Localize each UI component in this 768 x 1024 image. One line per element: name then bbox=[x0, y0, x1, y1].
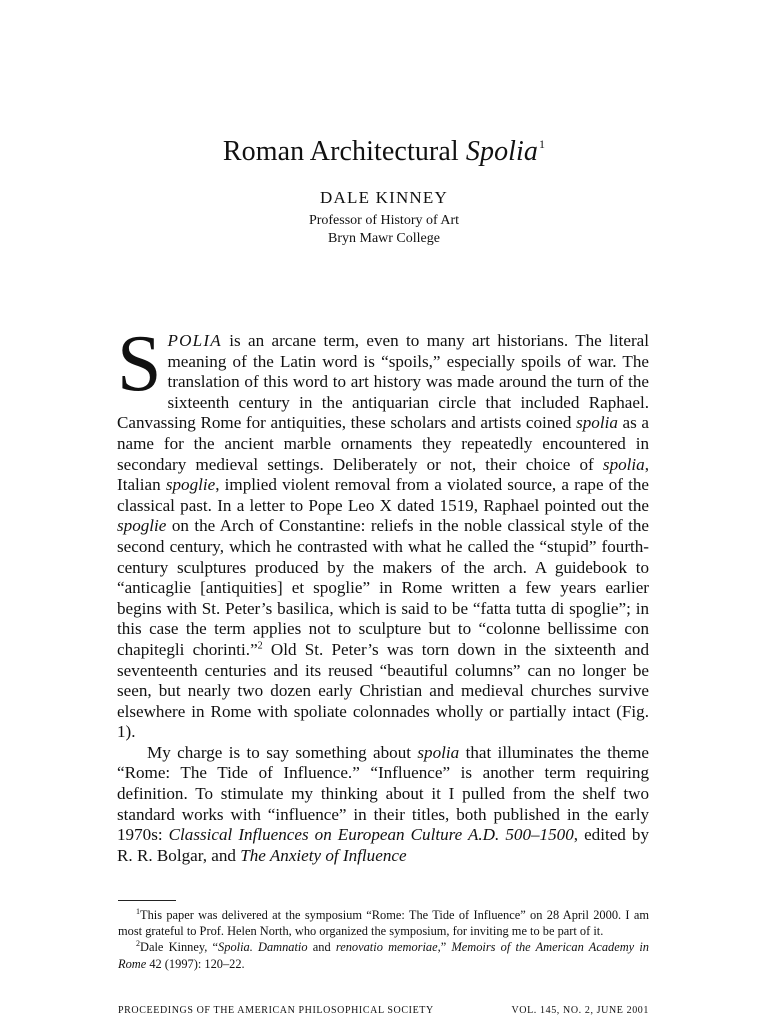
footnote-2 bbox=[118, 939, 649, 971]
author-name: DALE KINNEY bbox=[320, 188, 448, 207]
p2-text-1: My charge is to say something about bbox=[147, 742, 418, 762]
p1-text-3: , Italian bbox=[117, 454, 649, 495]
footnotes bbox=[118, 907, 649, 972]
footnote-ref-2[interactable]: 2 bbox=[257, 640, 263, 652]
p1-text-4: , implied violent removal from a violated source, a rape of the classical past. In a letter to Pope Leo X dated 1519, Raphael pointed out the bbox=[117, 475, 650, 515]
p1-italic-4: spoglie bbox=[117, 516, 167, 536]
p2-italic-2: Classical Influences on European Culture A.D. 500–1500 bbox=[168, 825, 574, 845]
journal-name: PROCEEDINGS OF THE AMERICAN PHILOSOPHICAL SOCIETY bbox=[118, 1005, 434, 1016]
affiliation-line-2: Bryn Mawr College bbox=[328, 231, 440, 246]
p1-text-2: as a name for the ancient marble ornaments they repeatedly encountered in secondary medieval settings. Deliberately or not, their choice of bbox=[117, 413, 649, 474]
p1-text-5: on the Arch of Constantine: reliefs in the noble classical style of the second century, which he contrasted with what he called the “stupid” fourth-century sculptures produced by the makers of the arch. A guidebook to “anticaglie [antiquities] et spoglie” in Rome written a few years earlier begins with St. Peter’s basilica, which is said to be “fatta tutta di spoglie”; in this case the term applies not to sculpture but to “colonne bellissime con chapitegli chorinti.” bbox=[117, 516, 649, 659]
article-title bbox=[0, 135, 768, 169]
p1-text-1: is an arcane term, even to many art historians. The literal meaning of the Latin word is “spoils,” especially spoils of war. The translation of this word to art history was made around the turn of the sixteenth century in the antiquarian circle that included Raphael. Canvassing Rome for antiquities, these scholars and artists coined bbox=[117, 331, 649, 433]
title-text: Roman Architectural bbox=[222, 136, 466, 167]
footnote-divider bbox=[118, 900, 176, 901]
drop-cap: S bbox=[117, 320, 162, 408]
footnote-1-text: This paper was delivered at the symposium “Rome: The Tide of Influence” on 28 April 2000. I am most grateful to Prof. Helen North, who organized the symposium, for inviting me to be part of it. bbox=[118, 908, 649, 939]
footnote-2-italic-1: Spolia. Damnatio bbox=[218, 940, 308, 955]
paragraph-1 bbox=[117, 320, 650, 743]
p2-text-3: , edited by R. R. Bolgar, and bbox=[117, 825, 649, 865]
footnote-2-text-2: and bbox=[307, 940, 336, 955]
p1-text-6: Old St. Peter’s was torn down in the sixteenth and seventeenth centuries and its reused “beautiful columns” can no longer be seen, but nearly two dozen early Christian and medieval churches survive elsewhere in Rome with spoliate colonnades wholly or partially intact (Fig. 1). bbox=[117, 639, 650, 742]
footnote-2-number: 2 bbox=[136, 939, 140, 949]
p2-italic-3: The Anxiety of Influence bbox=[240, 845, 407, 865]
affiliation-line-1: Professor of History of Art bbox=[308, 213, 460, 228]
footnote-2-text-4: 42 (1997): 120–22. bbox=[146, 956, 245, 971]
p2-text-2: that illuminates the theme “Rome: The Tide of Influence.” “Influence” is another term requiring definition. To stimulate my thinking about it I pulled from the shelf two standard works with “influence” in their titles, both published in the early 1970s: bbox=[117, 742, 649, 845]
p2-italic-1: spolia bbox=[417, 742, 460, 762]
lead-word: POLIA bbox=[167, 331, 222, 350]
author-affiliation bbox=[0, 212, 768, 248]
footnote-2-text-1: Dale Kinney, “ bbox=[140, 940, 219, 955]
p1-italic-1: spolia bbox=[576, 413, 618, 433]
volume-info: VOL. 145, NO. 2, JUNE 2001 bbox=[511, 1005, 649, 1016]
footnote-2-italic-2: renovatio memoriae bbox=[335, 940, 438, 955]
title-note-ref[interactable]: 1 bbox=[539, 136, 546, 151]
p1-italic-3: spoglie bbox=[165, 475, 216, 495]
running-footer bbox=[118, 1004, 649, 1018]
title-italic: Spolia bbox=[465, 136, 539, 167]
p1-italic-2: spolia bbox=[602, 454, 645, 474]
paragraph-2 bbox=[117, 743, 649, 867]
footnote-2-text-3: ,” bbox=[437, 940, 452, 955]
footnote-1-number: 1 bbox=[136, 906, 140, 916]
footnote-1 bbox=[118, 907, 649, 939]
footnote-2-italic-3: Memoirs of the American Academy in Rome bbox=[118, 940, 649, 971]
article-body bbox=[117, 320, 650, 866]
